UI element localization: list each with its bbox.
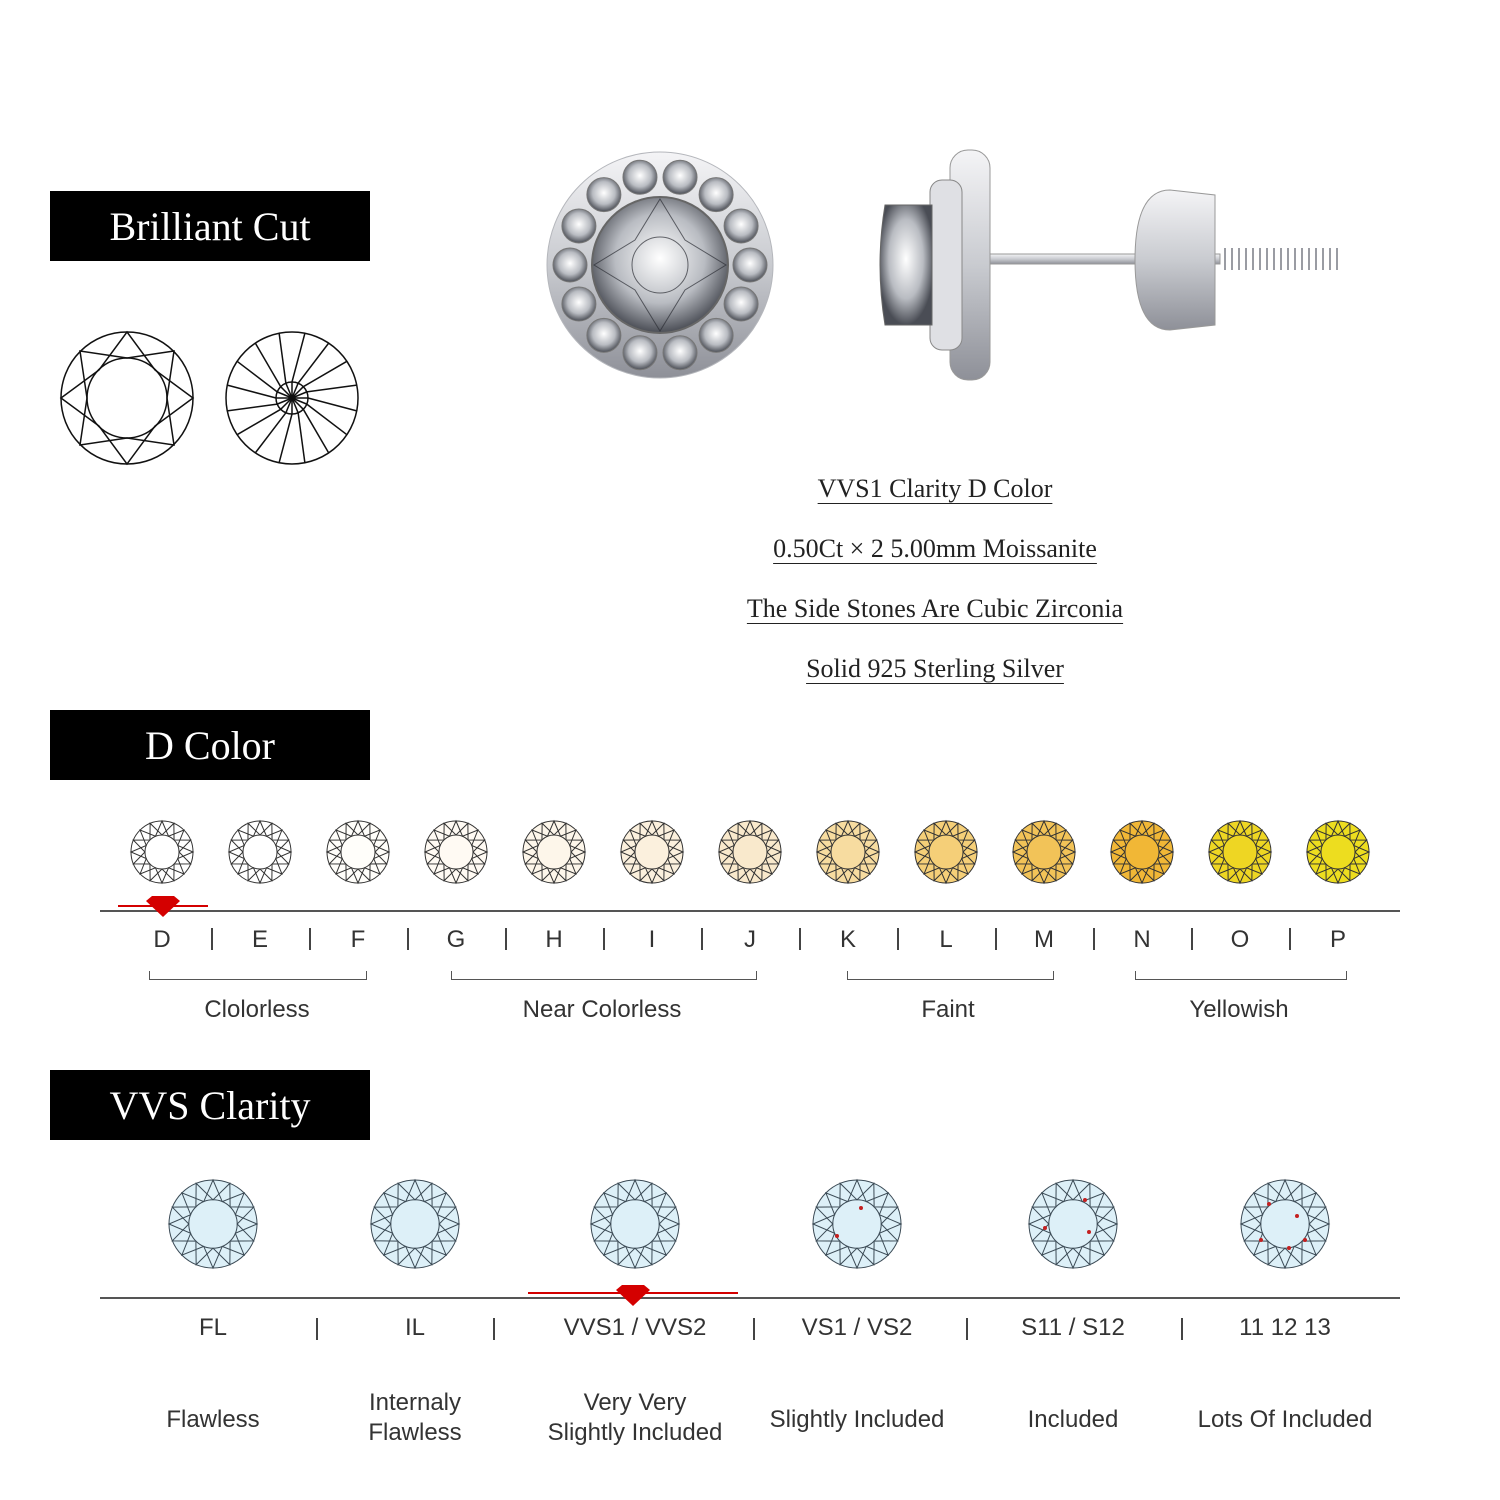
clarity-grade-vs1-vs2: VS1 / VS2 xyxy=(801,1314,913,1341)
color-grade-e: E xyxy=(251,926,269,953)
color-grade-n: N xyxy=(1133,926,1151,953)
color-stone-n xyxy=(1107,817,1177,887)
color-stone-p xyxy=(1303,817,1373,887)
color-grade-separator xyxy=(505,928,507,950)
color-grade-separator xyxy=(1289,928,1291,950)
color-grade-d: D xyxy=(153,926,171,953)
color-stone-o xyxy=(1205,817,1275,887)
color-grade-o: O xyxy=(1230,926,1250,953)
clarity-selected-marker-icon xyxy=(616,1285,650,1307)
spec-metal: Solid 925 Sterling Silver xyxy=(806,654,1064,683)
clarity-grade-separator xyxy=(1181,1318,1183,1340)
color-stone-h xyxy=(519,817,589,887)
color-grade-separator xyxy=(603,928,605,950)
color-stone-g xyxy=(421,817,491,887)
clarity-grade-separator xyxy=(316,1318,318,1340)
clarity-grade-separator xyxy=(493,1318,495,1340)
clarity-stone-vs1-vs2 xyxy=(809,1176,905,1272)
brilliant-cut-title: Brilliant Cut xyxy=(50,191,370,261)
color-grade-l: L xyxy=(939,926,953,953)
color-grade-g: G xyxy=(446,926,466,953)
clarity-grade-s11-s12: S11 / S12 xyxy=(1021,1314,1125,1341)
color-stone-l xyxy=(911,817,981,887)
clarity-grade-separator xyxy=(753,1318,755,1340)
clarity-description-fl: Flawless xyxy=(166,1406,260,1433)
earring-product-image xyxy=(540,140,1400,440)
color-stone-d xyxy=(127,817,197,887)
clarity-grade-separator xyxy=(966,1318,968,1340)
color-selected-marker-icon xyxy=(146,896,180,918)
clarity-stone-s11-s12 xyxy=(1025,1176,1121,1272)
clarity-stone-11-12-13 xyxy=(1237,1176,1333,1272)
clarity-grade-il: IL xyxy=(404,1314,426,1341)
vvs-clarity-title: VVS Clarity xyxy=(50,1070,370,1140)
color-grade-m: M xyxy=(1034,926,1054,953)
spec-side-stones: The Side Stones Are Cubic Zirconia xyxy=(746,594,1124,623)
clarity-grade-fl: FL xyxy=(198,1314,228,1341)
clarity-description-il: Internaly Flawless xyxy=(368,1389,462,1446)
group-faint: Faint xyxy=(921,996,975,1023)
d-color-title: D Color xyxy=(50,710,370,780)
group-near-colorless: Near Colorless xyxy=(522,996,682,1023)
bracket-yellowish xyxy=(1135,971,1347,980)
color-stone-f xyxy=(323,817,393,887)
clarity-description-vs1-vs2: Slightly Included xyxy=(769,1406,945,1433)
color-grade-separator xyxy=(211,928,213,950)
color-grade-separator xyxy=(1191,928,1193,950)
spec-carat-size: 0.50Ct × 2 5.00mm Moissanite xyxy=(773,534,1097,563)
clarity-grade-11-12-13: 11 12 13 xyxy=(1239,1314,1331,1341)
bracket-near-colorless xyxy=(451,971,757,980)
clarity-description-vvs1-vvs2: Very Very Slightly Included xyxy=(547,1389,723,1446)
clarity-scale-line xyxy=(100,1297,1400,1299)
brilliant-cut-top-diagram xyxy=(55,328,200,468)
color-stone-i xyxy=(617,817,687,887)
clarity-stone-fl xyxy=(165,1176,261,1272)
bracket-faint xyxy=(847,971,1054,980)
bracket-colorless xyxy=(149,971,367,980)
color-grade-k: K xyxy=(839,926,857,953)
spec-clarity-color: VVS1 Clarity D Color xyxy=(817,474,1053,503)
color-grade-f: F xyxy=(350,926,366,953)
color-stone-j xyxy=(715,817,785,887)
brilliant-cut-bottom-diagram xyxy=(220,328,365,468)
clarity-stone-vvs1-vvs2 xyxy=(587,1176,683,1272)
color-stone-k xyxy=(813,817,883,887)
color-grade-h: H xyxy=(545,926,563,953)
group-colorless: Clolorless xyxy=(204,996,310,1023)
clarity-description-s11-s12: Included xyxy=(1027,1406,1119,1433)
clarity-grade-vvs1-vvs2: VVS1 / VVS2 xyxy=(563,1314,707,1341)
color-grade-separator xyxy=(1093,928,1095,950)
color-stone-m xyxy=(1009,817,1079,887)
color-grade-i: I xyxy=(648,926,656,953)
clarity-stone-il xyxy=(367,1176,463,1272)
color-grade-p: P xyxy=(1329,926,1347,953)
color-grade-separator xyxy=(799,928,801,950)
color-grade-separator xyxy=(407,928,409,950)
color-grade-separator xyxy=(995,928,997,950)
color-scale-line xyxy=(100,910,1400,912)
color-grade-separator xyxy=(897,928,899,950)
color-grade-separator xyxy=(309,928,311,950)
color-grade-separator xyxy=(701,928,703,950)
clarity-description-11-12-13: Lots Of Included xyxy=(1197,1406,1373,1433)
color-stone-e xyxy=(225,817,295,887)
color-grade-j: J xyxy=(744,926,756,953)
group-yellowish: Yellowish xyxy=(1189,996,1289,1023)
